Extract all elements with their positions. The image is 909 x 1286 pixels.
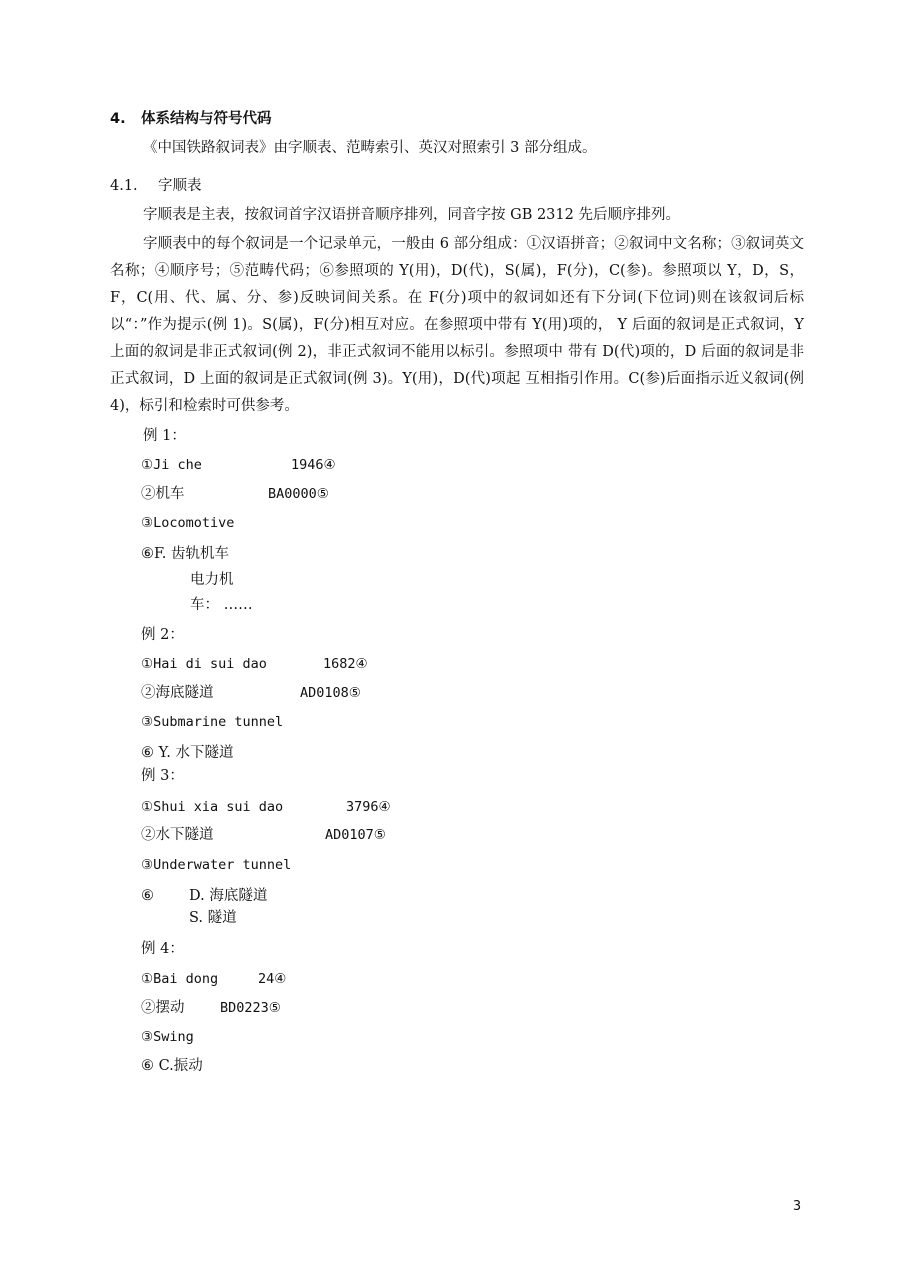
subsection-number: 4.1. [110,178,138,194]
example-2-category-code: AD0108⑤ [300,685,361,701]
page-number: 3 [793,1198,802,1214]
example-2-order-number: 1682④ [323,656,368,672]
example-3-chinese-name: ②水下隧道 [141,827,214,843]
example-2-english-name: ③Submarine tunnel [141,714,284,730]
example-4-label: 例 4： [141,941,184,957]
example-2-pinyin: ①Hai di sui dao [141,656,267,672]
example-1-category-code: BA0000⑤ [268,486,329,502]
example-1-pinyin: ①Ji che [141,457,202,473]
example-4-chinese-name: ②摆动 [141,1000,185,1016]
section-number: 4. [110,111,126,127]
section-title: 体系结构与符号代码 [141,111,272,127]
example-3-english-name: ③Underwater tunnel [141,857,292,873]
example-3-pinyin: ①Shui xia sui dao [141,799,284,815]
example-3-label: 例 3： [141,768,184,784]
example-2-label: 例 2： [141,627,184,643]
example-4-category-code: BD0223⑤ [220,1000,281,1016]
example-1-reference-f: ⑥F. 齿轨机车 [141,546,230,562]
example-2-reference-y: ⑥ Y. 水下隧道 [141,745,234,761]
example-3-reference-marker: ⑥ [141,888,154,904]
example-1-label: 例 1： [143,428,186,444]
example-4-pinyin: ①Bai dong [141,971,219,987]
paragraph-2: 字顺表中的每个叙词是一个记录单元，一般由 6 部分组成：①汉语拼音；②叙词中文名称；③叙词英文名称；④顺序号；⑤范畴代码；⑥参照项的 Y(用)，D(代)，S(属)，F(分)，C(参)。参照项以 Y，D，S，F，C(用、代、属、分、参)反映词间关系。在 F(分)项中的叙词如还有下分词(下位词)则在该叙词后标以“：”作为提示(例 1)。S(属)，F(分)相互对应。在参照项中带有 Y(用)项的， Y 后面的叙词是正式叙词，Y 上面的叙词是非正式叙词(例 2)，非正式叙词不能用以标引。参照项中 带有 D(代)项的，D 后面的叙词是非正式叙词，D 上面的叙词是正式叙词(例 3)。Y(用)，D(代)项起 互相指引作用。C(参)后面指示近义叙词(例4)，标引和检索时可供参考。 [110,236,804,414]
example-1-order-number: 1946④ [291,457,336,473]
example-1-english-name: ③Locomotive [141,515,235,531]
example-3-reference-s: S. 隧道 [189,910,237,926]
example-1-chinese-name: ②机车 [141,486,185,502]
example-4-english-name: ③Swing [141,1029,194,1045]
intro-paragraph: 《中国铁路叙词表》由字顺表、范畴索引、英汉对照索引 3 部分组成。 [143,140,597,156]
example-2-chinese-name: ②海底隧道 [141,685,214,701]
example-1-sub-term: 电力机 [190,572,234,588]
example-1-sub-term-cont: 车： …… [190,597,253,613]
example-3-category-code: AD0107⑤ [325,827,386,843]
example-4-reference-c: ⑥ C.振动 [141,1058,203,1074]
example-3-reference-d: D. 海底隧道 [189,888,268,904]
paragraph-1: 字顺表是主表，按叙词首字汉语拼音顺序排列，同音字按 GB 2312 先后顺序排列。 [143,207,680,223]
example-4-order-number: 24④ [258,971,287,987]
example-3-order-number: 3796④ [346,799,391,815]
subsection-title: 字顺表 [158,178,202,194]
